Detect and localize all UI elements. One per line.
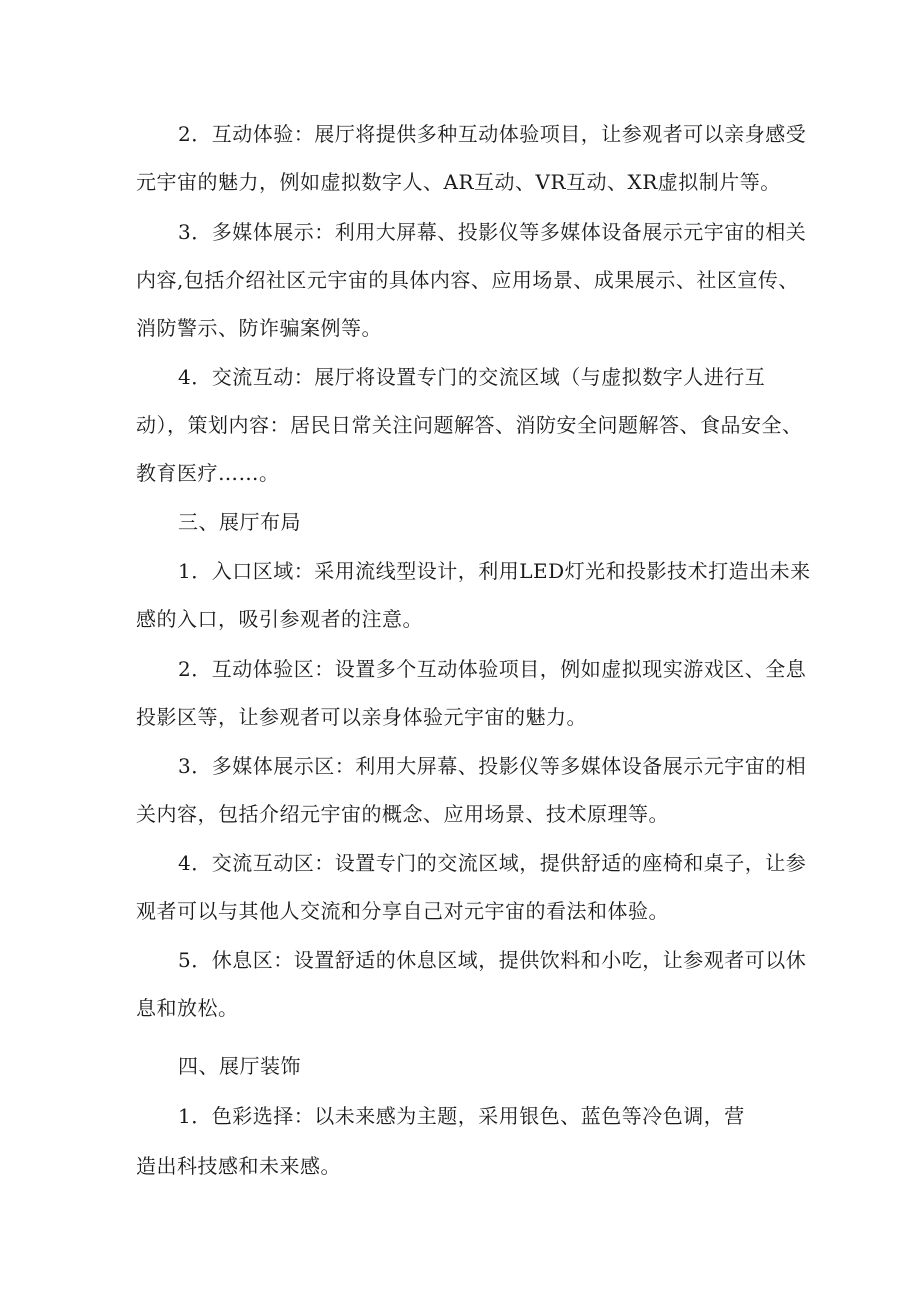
paragraph-line: 3．多媒体展示：利用大屏幕、投影仪等多媒体设备展示元宇宙的相关 xyxy=(178,220,807,244)
paragraph-line: 感的入口，吸引参观者的注意。 xyxy=(136,607,423,631)
paragraph-line: 1．入口区域：采用流线型设计，利用LED灯光和投影技术打造出未来 xyxy=(178,559,811,583)
section-heading: 三、展厅布局 xyxy=(178,510,301,534)
paragraph-line: 2．互动体验区：设置多个互动体验项目，例如虚拟现实游戏区、全息 xyxy=(178,657,807,681)
paragraph-line: 4．交流互动区：设置专门的交流区域，提供舒适的座椅和桌子，让参 xyxy=(178,851,807,875)
paragraph-line: 关内容，包括介绍元宇宙的概念、应用场景、技术原理等。 xyxy=(136,802,669,826)
paragraph-line: 内容,包括介绍社区元宇宙的具体内容、应用场景、成果展示、社区宣传、 xyxy=(136,268,799,292)
paragraph-line: 动），策划内容：居民日常关注问题解答、消防安全问题解答、食品安全、 xyxy=(136,413,803,437)
paragraph-line: 2．互动体验：展厅将提供多种互动体验项目，让参观者可以亲身感受 xyxy=(178,122,807,146)
paragraph-line: 息和放松。 xyxy=(136,996,239,1020)
paragraph-line: 投影区等，让参观者可以亲身体验元宇宙的魅力。 xyxy=(136,705,587,729)
paragraph-line: 观者可以与其他人交流和分享自己对元宇宙的看法和体验。 xyxy=(136,899,669,923)
paragraph-line: 造出科技感和未来感。 xyxy=(136,1154,341,1178)
paragraph-line: 3．多媒体展示区：利用大屏幕、投影仪等多媒体设备展示元宇宙的相 xyxy=(178,754,807,778)
section-heading: 四、展厅装饰 xyxy=(178,1054,301,1078)
paragraph-line: 1．色彩选择：以未来感为主题，采用银色、蓝色等冷色调，营 xyxy=(178,1104,745,1128)
paragraph-line: 4．交流互动：展厅将设置专门的交流区域（与虚拟数字人进行互 xyxy=(178,365,766,389)
paragraph-line: 5．休息区：设置舒适的休息区域，提供饮料和小吃，让参观者可以休 xyxy=(178,948,807,972)
paragraph-line: 消防警示、防诈骗案例等。 xyxy=(136,316,382,340)
paragraph-line: 元宇宙的魅力，例如虚拟数字人、AR互动、VR互动、XR虚拟制片等。 xyxy=(136,170,781,194)
paragraph-line: 教育医疗……。 xyxy=(136,461,280,485)
